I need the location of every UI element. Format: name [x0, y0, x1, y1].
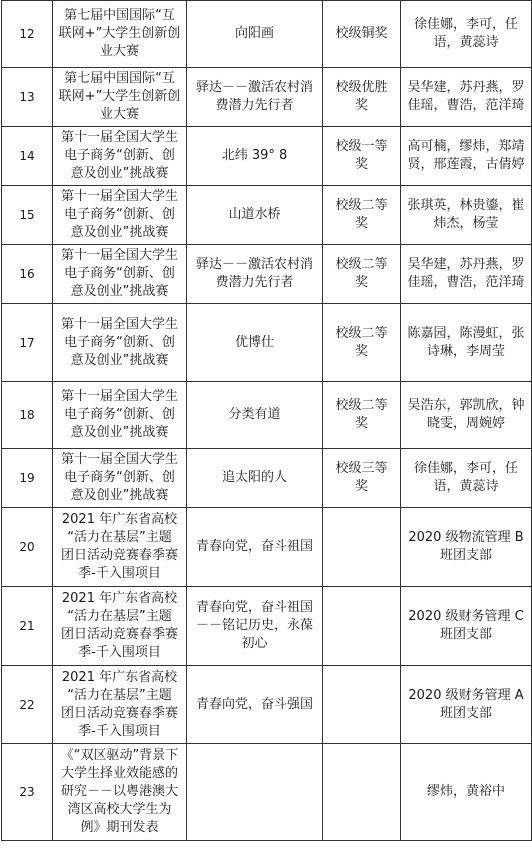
members-cell: 2020 级财务管理 A 班团支部 — [401, 666, 532, 744]
table-row — [2, 186, 532, 245]
project-cell: 驿达－－激活农村消 费潜力先行者 — [187, 245, 323, 304]
award-cell — [323, 744, 401, 841]
table-row — [2, 68, 532, 127]
project-cell: 山道水桥 — [187, 186, 323, 245]
project-cell: 追太阳的人 — [187, 449, 323, 508]
members-cell: 张琪英，林贵鎏，崔 炜杰，杨莹 — [401, 186, 532, 245]
project-cell: 优博仕 — [187, 304, 323, 382]
project-cell: 青春向党，奋斗祖国 －－铭记历史，永葆 初心 — [187, 587, 323, 666]
award-cell: 校级铜奖 — [323, 1, 401, 68]
award-cell: 校级三等 奖 — [323, 449, 401, 508]
members-cell: 陈嘉园，陈漫虹，张 诗琳，李周莹 — [401, 304, 532, 382]
competition-cell: 2021 年广东省高校 “活力在基层”主题 团日活动竞赛春季赛 季-千入围项目 — [53, 666, 187, 744]
project-cell: 北纬 39° 8 — [187, 127, 323, 186]
row-number: 13 — [2, 68, 53, 127]
table-row — [2, 245, 532, 304]
row-number: 20 — [2, 508, 53, 587]
row-number: 15 — [2, 186, 53, 245]
row-number: 12 — [2, 1, 53, 68]
competition-cell: 第十一届全国大学生 电子商务“创新、创 意及创业”挑战赛 — [53, 127, 187, 186]
row-number: 21 — [2, 587, 53, 666]
competition-cell: 2021 年广东省高校 “活力在基层”主题 团日活动竞赛春季赛 季-千入围项目 — [53, 508, 187, 587]
award-cell: 校级一等 奖 — [323, 127, 401, 186]
award-cell: 校级二等 奖 — [323, 304, 401, 382]
award-cell: 校级二等 奖 — [323, 245, 401, 304]
project-cell — [187, 744, 323, 841]
competition-cell: 第十一届全国大学生 电子商务“创新、创 意及创业”挑战赛 — [53, 382, 187, 449]
project-cell: 向阳画 — [187, 1, 323, 68]
table-row — [2, 1, 532, 68]
table-row — [2, 449, 532, 508]
table-row — [2, 744, 532, 841]
members-cell: 徐佳娜，李可，任 语，黄蕊诗 — [401, 449, 532, 508]
competition-cell: 《“双区驱动”背景下 大学生择业效能感的 研究－－以粤港澳大 湾区高校大学生为 例》期刊发表 — [53, 744, 187, 841]
row-number: 22 — [2, 666, 53, 744]
members-cell: 吴华建，苏丹燕，罗 佳瑶，曹浩，范洋琦 — [401, 68, 532, 127]
members-cell: 2020 级财务管理 C 班团支部 — [401, 587, 532, 666]
award-cell — [323, 508, 401, 587]
award-cell — [323, 587, 401, 666]
row-number: 16 — [2, 245, 53, 304]
members-cell: 徐佳娜，李可，任 语，黄蕊诗 — [401, 1, 532, 68]
award-cell: 校级二等 奖 — [323, 382, 401, 449]
members-cell: 高可楠，缪炜，郑靖 贤，邢莲霞，古倩婷 — [401, 127, 532, 186]
table-row — [2, 508, 532, 587]
award-cell: 校级优胜 奖 — [323, 68, 401, 127]
award-cell — [323, 666, 401, 744]
table-row — [2, 304, 532, 382]
competition-cell: 第十一届全国大学生 电子商务“创新、创 意及创业”挑战赛 — [53, 304, 187, 382]
members-cell: 吴浩东，郭凯欣，钟 晓雯，周婉婷 — [401, 382, 532, 449]
row-number: 23 — [2, 744, 53, 841]
table-row — [2, 666, 532, 744]
competition-cell: 第十一届全国大学生 电子商务“创新、创 意及创业”挑战赛 — [53, 449, 187, 508]
competition-cell: 第七届中国国际“互 联网+”大学生创新创 业大赛 — [53, 68, 187, 127]
awards-table — [1, 0, 532, 841]
members-cell: 缪炜，黄裕中 — [401, 744, 532, 841]
row-number: 17 — [2, 304, 53, 382]
project-cell: 驿达－－激活农村消 费潜力先行者 — [187, 68, 323, 127]
project-cell: 青春向党，奋斗祖国 — [187, 508, 323, 587]
award-cell: 校级二等 奖 — [323, 186, 401, 245]
competition-cell: 第十一届全国大学生 电子商务“创新、创 意及创业”挑战赛 — [53, 245, 187, 304]
competition-cell: 第七届中国国际“互 联网+”大学生创新创 业大赛 — [53, 1, 187, 68]
members-cell: 2020 级物流管理 B 班团支部 — [401, 508, 532, 587]
project-cell: 分类有道 — [187, 382, 323, 449]
row-number: 18 — [2, 382, 53, 449]
competition-cell: 第十一届全国大学生 电子商务“创新、创 意及创业”挑战赛 — [53, 186, 187, 245]
project-cell: 青春向党，奋斗强国 — [187, 666, 323, 744]
table-row — [2, 587, 532, 666]
row-number: 14 — [2, 127, 53, 186]
table-row — [2, 382, 532, 449]
row-number: 19 — [2, 449, 53, 508]
competition-cell: 2021 年广东省高校 “活力在基层”主题 团日活动竞赛春季赛 季-千入围项目 — [53, 587, 187, 666]
members-cell: 吴华建，苏丹燕，罗 佳瑶，曹浩，范洋琦 — [401, 245, 532, 304]
table-row — [2, 127, 532, 186]
